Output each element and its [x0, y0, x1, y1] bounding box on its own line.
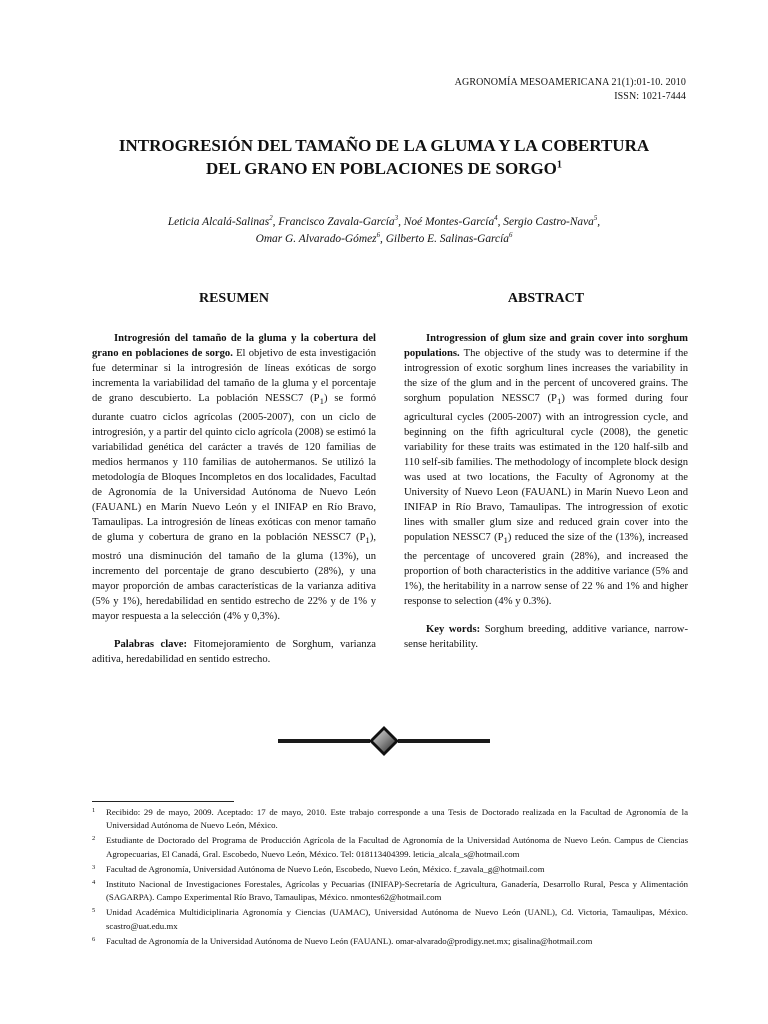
abstract-body-2: ) was formed during four agricultural cycles (2005-2007) with an introgression cycle, and beginning on the fifth agricultural cycle (2008), the genetic variability for these traits was estimated in the 120 half-silb and 110 self-sib families. The methodology of incomplete block design was used at two locations, the Faculty of Agronomy at the University of Nuevo Leon (FAUANL) in Marín Nuevo Leon and INIFAP in Río Bravo, Tamaulipas. The introgression of exotic lines with smaller glum size and reduced grain cover into the population NESSC7 (P — [404, 393, 688, 544]
footnotes — [92, 806, 688, 950]
footnote-text: Estudiante de Doctorado del Programa de Producción Agrícola de la Facultad de Agronomía de la Universidad Autónoma de Nuevo León. Campus de Ciencias Agropecuarias, El Canadá, Gral. Escobedo, Nuevo León, México. Tel: 018113404399. leticia_alcala_s@hotmail.com — [106, 835, 688, 859]
diamond-divider-ornament — [274, 724, 494, 758]
resumen-column — [92, 290, 376, 667]
author-name: Sergio Castro-Nava — [503, 216, 594, 228]
abstract-lead: Introgression of glum size and grain cover into sorghum populations. — [404, 333, 688, 360]
title-line-1: INTROGRESIÓN DEL TAMAÑO DE LA GLUMA Y LA COBERTURA — [118, 136, 650, 155]
abstract-body-3: ) reduced the size of the (13%), increased the percentage of uncovered grain (28%), and increased the proportion of both characteristics in the additive variance (5% and 1%), the heritability in a narrow sense of 22 % and 1% and higher response to selection (4% y 0.3%). — [404, 532, 688, 607]
abstract-column — [404, 290, 688, 652]
author-affiliation-mark: 6 — [508, 232, 513, 240]
resumen-keywords-text: Fitomejoramiento de Sorghum, varianza aditiva, heredabilidad en sentido estrecho. — [92, 639, 377, 666]
resumen-keywords-label: Palabras clave: — [114, 639, 187, 650]
article-title — [60, 134, 708, 180]
resumen-body-1: El objetivo de esta investigación fue determinar si la introgresión de líneas exóticas de sorgo incrementa la variabilidad del tamaño de la gluma y el porcentaje de grano descubierto. La población NESSC7 (P — [92, 348, 376, 405]
abstract-paragraph — [404, 331, 688, 609]
footnote-item — [92, 906, 688, 932]
author-line-2: Omar G. Alvarado-Gómez$^6$, Gilberto E. Salinas-García$^6$ — [255, 232, 513, 245]
footnote-item — [92, 935, 688, 948]
footnote-item — [92, 878, 688, 904]
resumen-body-2: ) se formó durante cuatro ciclos agrícolas (2005-2007), con un ciclo de introgresión, y a partir del quinto ciclo agrícola (2008) se estimó la variabilidad genética del carácter a través de 120 familias de medios hermanos y 110 familias de autohermanos. Se utilizó la metodología de Bloques Incompletos en dos localidades, Facultad de Agronomía de la Universidad Autónoma de Nuevo León (FAUANL) en Marín Nuevo León y el INIFAP en Río Bravo, Tamaulipas. La introgresión de líneas exóticas con menor tamaño de gluma y cobertura de grano en la población NESSC7 (P — [92, 393, 376, 544]
journal-header — [455, 76, 686, 104]
abstract-keywords-text: Sorghum breeding, additive variance, narrow-sense heritability. — [404, 623, 688, 650]
author-name: Francisco Zavala-García — [278, 216, 395, 228]
abstract-keywords-label: Key words: — [426, 623, 481, 635]
footnote-number: 2 — [92, 835, 96, 843]
footnote-number: 3 — [92, 863, 96, 871]
footnote-text: Instituto Nacional de Investigaciones Forestales, Agrícolas y Pecuarias (INIFAP)-Secretaría de Agricultura, Ganadería, Desarrollo Rural, Pesca y Alimentación (SAGARPA). Campo Experimental Río Bravo, Tamaulipas, México. nmontes62@hotmail.com — [106, 879, 688, 903]
title-line-2 — [60, 157, 708, 180]
resumen-subscript: 1 — [365, 535, 370, 546]
author-affiliation-mark: 4 — [494, 215, 498, 223]
abstract-heading: ABSTRACT — [507, 291, 585, 306]
author-name: Leticia Alcalá-Salinas — [167, 216, 270, 228]
footnote-divider — [92, 801, 234, 802]
author-line-1: Leticia Alcalá-Salinas$^2$, Francisco Zavala-García$^3$, Noé Montes-García$^4$, Sergio Castro-Nava$^5$, — [167, 215, 601, 228]
resumen-lead: Introgresión del tamaño de la gluma y la cobertura del grano en poblaciones de sorgo. — [92, 333, 376, 360]
author-affiliation-mark: 3 — [394, 215, 399, 223]
footnote-number: 6 — [92, 935, 96, 943]
footnote-number: 4 — [92, 879, 96, 887]
resumen-heading: RESUMEN — [198, 291, 269, 306]
abstract-keywords — [404, 622, 688, 652]
footnote-number: 1 — [92, 807, 96, 814]
footnote-item — [92, 834, 688, 860]
author-affiliation-mark: 5 — [593, 215, 598, 223]
author-affiliation-mark: 6 — [376, 232, 380, 240]
journal-citation: AGRONOMÍA MESOAMERICANA 21(1):01-10. 2010 — [454, 77, 686, 88]
footnote-number: 5 — [92, 907, 96, 915]
resumen-subscript: 1 — [319, 396, 324, 407]
footnote-text: Facultad de Agronomía de la Universidad Autónoma de Nuevo León (FAUANL). omar-alvarado@prodigy.net.mx; gisalina@hotmail.com — [106, 935, 593, 946]
abstract-body-1: The objective of the study was to determine if the introgression of exotic sorghum lines increases the variability in the size of the glum and in the percent of uncovered grains. The sorghum population NESSC7 (P — [404, 348, 688, 405]
footnote-text: Recibido: 29 de mayo, 2009. Aceptado: 17 de mayo, 2010. Este trabajo corresponde a una Tesis de Doctorado realizada en la Facultad de Agronomía de la Universidad Autónoma de Nuevo León, México. — [106, 807, 688, 831]
title-footnote-mark: 1 — [556, 159, 563, 171]
author-list — [60, 214, 708, 248]
author-affiliation-mark: 2 — [269, 215, 273, 223]
footnote-item — [92, 806, 688, 832]
resumen-keywords — [92, 637, 376, 667]
abstract-subscript: 1 — [556, 396, 562, 407]
resumen-paragraph — [92, 331, 376, 624]
title-line-2-text: DEL GRANO EN POBLACIONES DE SORGO — [205, 159, 557, 178]
footnote-text: Facultad de Agronomía, Universidad Autónoma de Nuevo León, Escobedo, Nuevo León, México. f_zavala_g@hotmail.com — [106, 863, 545, 874]
resumen-body-3: ), mostró una disminución del tamaño de la gluma (13%), un incremento del porcentaje de grano descubierto (28%), y una mayor proporción de ambas características de la varianza aditiva (5% y 1%), heredabilidad en sentido estrecho de 22% y de 1% y mayor respuesta a la selección (4% y 0,3%). — [92, 532, 376, 622]
abstract-subscript: 1 — [503, 535, 508, 546]
footnote-text: Unidad Académica Multidiciplinaria Agronomía y Ciencias (UAMAC), Universidad Autónoma de Nuevo León (UANL), Cd. Victoria, Tamaulipas, México. scastro@uat.edu.mx — [106, 907, 688, 931]
journal-issn: ISSN: 1021-7444 — [614, 91, 686, 102]
author-name: Omar G. Alvarado-Gómez — [255, 233, 377, 245]
footnote-item — [92, 863, 688, 876]
author-name: Noé Montes-García — [403, 216, 495, 228]
author-name: Gilberto E. Salinas-García — [385, 233, 509, 245]
